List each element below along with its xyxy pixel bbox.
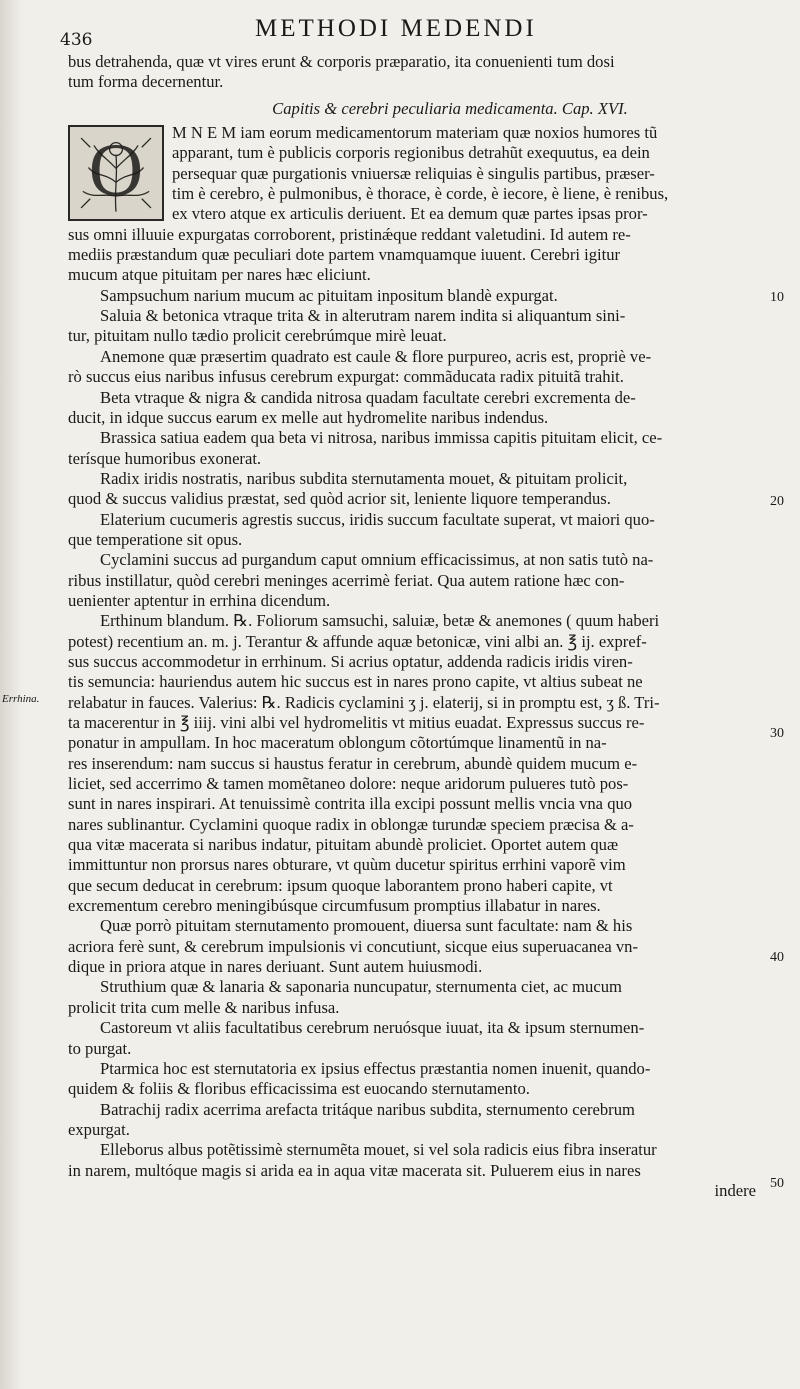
- text-line: mucum atque pituitam per nares hæc eliciunt.: [68, 265, 371, 285]
- text-line: Ptarmica hoc est sternutatoria ex ipsius effectus præstantia nomen inuenit, quando-: [100, 1058, 651, 1078]
- text-line: nares sublinantur. Cyclamini quoque radix in oblongæ turundæ speciem præcisa & a-: [68, 814, 634, 834]
- text-line: in narem, multóque magis si arida ea in aqua vitæ macerata sit. Puluerem eius in nares: [68, 1160, 641, 1180]
- line-number: 40: [770, 950, 784, 965]
- text-line: que secum deducat in cerebrum: ipsum quoque laborantem prono haberi capite, vt: [68, 875, 613, 895]
- body-lines: [68, 225, 762, 1181]
- text-line: Quæ porrò pituitam sternutamento promouent, diuersa sunt facultate: nam & his: [100, 916, 633, 936]
- text-line: ponatur in ampullam. In hoc maceratum oblongum cõtortúmque linamentũ in na-: [68, 733, 607, 753]
- text-line: relabatur in fauces. Valerius: ℞. Radicis cyclamini ʒ j. elaterij, si in promptu est, ʒ ß. Tri-: [68, 692, 660, 712]
- text-line: Cyclamini succus ad purgandum caput omnium efficacissimus, at non satis tutò na-: [100, 550, 654, 570]
- text-line: rò succus eius naribus infusus cerebrum expurgat: commãducata radix pituitã trahit.: [68, 367, 624, 387]
- text-line: terísque humoribus exonerat.: [68, 448, 262, 468]
- dropcap-paragraph: [68, 123, 762, 225]
- text-line: quidem & foliis & floribus efficacissima est euocando sternutamento.: [68, 1079, 530, 1099]
- text-line: ta macerentur in ℥ iiij. vini albi vel hydromelitis vt mitius euadat. Expressus succus re-: [68, 713, 645, 732]
- dropcap-letter: O: [88, 129, 144, 213]
- text-line: sunt in nares inspirari. At tenuissimè contrita illa excipi possunt mellis vncia vna quo: [68, 794, 633, 814]
- decorated-initial-icon: [68, 125, 164, 221]
- text-line: acriora ferè sunt, & cerebrum impulsionis vi concutiunt, sicque eius superuacanea vn-: [68, 936, 638, 956]
- text-line: mediis præstandum quæ peculiari dote partem vnamquamque iuuent. Cerebri igitur: [68, 245, 621, 265]
- text-line: prolicit trita cum melle & naribus infusa.: [68, 997, 340, 1017]
- running-title: METHODI MEDENDI: [255, 15, 537, 42]
- line-number: 30: [770, 726, 784, 741]
- text-line: to purgat.: [68, 1038, 132, 1058]
- floral-initial-icon: [70, 127, 162, 219]
- line-number: 10: [770, 290, 784, 305]
- text-line: ribus instillatur, quòd cerebri meninges acerrimè feriat. Qua autem ratione hæc con-: [68, 570, 625, 590]
- text-line: apparant, tum è publicis corporis regionibus detrahũt exequutus, ea dein: [172, 143, 650, 163]
- text-line: Sampsuchum narium mucum ac pituitam inpositum blandè expurgat.: [100, 285, 558, 305]
- text-line: res inserendum: nam succus si haustus feratur in cerebrum, abundè quidem mucum e-: [68, 753, 638, 773]
- text-line: Castoreum vt aliis facultatibus cerebrum neruósque iuuat, ita & ipsum sternumen-: [100, 1018, 645, 1038]
- chapter-title: Capitis & cerebri peculiaria medicamenta. Cap. XVI.: [272, 98, 628, 118]
- line-number: 50: [770, 1176, 784, 1191]
- page-number: 436: [60, 30, 93, 50]
- text-line: liciet, sed accerrimo & tamen momẽtaneo dolore: neque aridorum pulueres tutò pos-: [68, 774, 629, 794]
- text-line: sus omni illuuie expurgatas corroborent, pristinǽque reddant valetudini. Id autem re-: [68, 224, 631, 244]
- text-line: dique in priora atque in nares deriuant. Sunt autem huiusmodi.: [68, 957, 483, 977]
- text-line: Saluia & betonica vtraque trita & in alterutram narem indita si aliquantum sini-: [100, 306, 626, 326]
- text-line: tim è cerebro, è pulmonibus, è thorace, è corde, è iecore, è liene, è renibus,: [172, 184, 669, 204]
- text-line: que temperatione sit opus.: [68, 529, 243, 549]
- text-line: Erthinum blandum. ℞. Foliorum samsuchi, saluiæ, betæ & anemones ( quum haberi: [100, 611, 660, 631]
- text-line: quod & succus validius præstat, sed quòd acrior sit, leniente liquore temperandus.: [68, 489, 611, 509]
- text-line: ex vtero atque ex articulis deriuent. Et ea demum quæ partes ipsas pror-: [172, 204, 648, 224]
- text-line: sus succus accommodetur in errhinum. Si acrius optatur, addenda radicis iridis viren-: [68, 651, 633, 671]
- text-line: Anemone quæ præsertim quadrato est caule & flore purpureo, acris est, propriè ve-: [100, 346, 652, 366]
- text-line: M N E M iam eorum medicamentorum materiam quæ noxios humores tũ: [172, 123, 658, 143]
- text-line: expurgat.: [68, 1119, 130, 1139]
- text-line: potest) recentium an. m. j. Terantur & affunde aquæ betonicæ, vini albi an. ℥ ij. expref-: [68, 631, 647, 651]
- text-line: bus detrahenda, quæ vt vires erunt & corporis præparatio, ita conuenienti tum dosi: [68, 52, 615, 71]
- text-line: Elleborus albus potẽtissimè sternumẽta mouet, si vel sola radicis eius fibra inseratur: [100, 1140, 657, 1160]
- text-line: Brassica satiua eadem qua beta vi nitrosa, naribus immissa capitis pituitam elicit, ce-: [100, 428, 663, 448]
- text-line: persequar quæ purgationis vniuersæ reliquias è singulis partibus, præser-: [172, 163, 655, 183]
- text-line: Radix iridis nostratis, naribus subdita sternutamenta mouet, & pituitam prolicit,: [100, 468, 628, 488]
- text-line: tur, pituitam nullo tædio prolicit cerebrúmque mirè leuat.: [68, 326, 447, 346]
- text-line: Elaterium cucumeris agrestis succus, iridis succum facultate superat, vt maiori quo-: [100, 509, 655, 529]
- text-line: tis semuncia: hauriendus autem hic succus est in nares prono capite, vt altius subeat ne: [68, 672, 643, 692]
- line-number: 20: [770, 494, 784, 509]
- text-line: ducit, in idque succus earum ex melle aut hydromelite naribus indendus.: [68, 407, 549, 427]
- text-line: immittuntur non prorsus nares obturare, vt quùm ducetur spiritus errhini vaporẽ vim: [68, 855, 626, 875]
- text-line: excrementum cerebro meningibúsque circumfusum promptius illabatur in nares.: [68, 896, 601, 916]
- text-line: tum forma decernentur.: [68, 72, 224, 92]
- main-text: [68, 52, 762, 1201]
- text-line: uenienter aptentur in errhina dicendum.: [68, 590, 331, 610]
- text-line: qua vitæ macerata si naribus indatur, pituitam abundè proliciet. Oportet autem quæ: [68, 835, 619, 855]
- text-line: Beta vtraque & nigra & candida nitrosa quadam facultate cerebri excrementa de-: [100, 387, 636, 407]
- margin-note: Errhina.: [2, 693, 40, 705]
- catchword: indere: [714, 1180, 756, 1200]
- text-line: Batrachij radix acerrima arefacta tritáque naribus subdita, sternumento cerebrum: [100, 1099, 635, 1119]
- text-line: Struthium quæ & lanaria & saponaria nuncupatur, sternumenta ciet, ac mucum: [100, 977, 622, 997]
